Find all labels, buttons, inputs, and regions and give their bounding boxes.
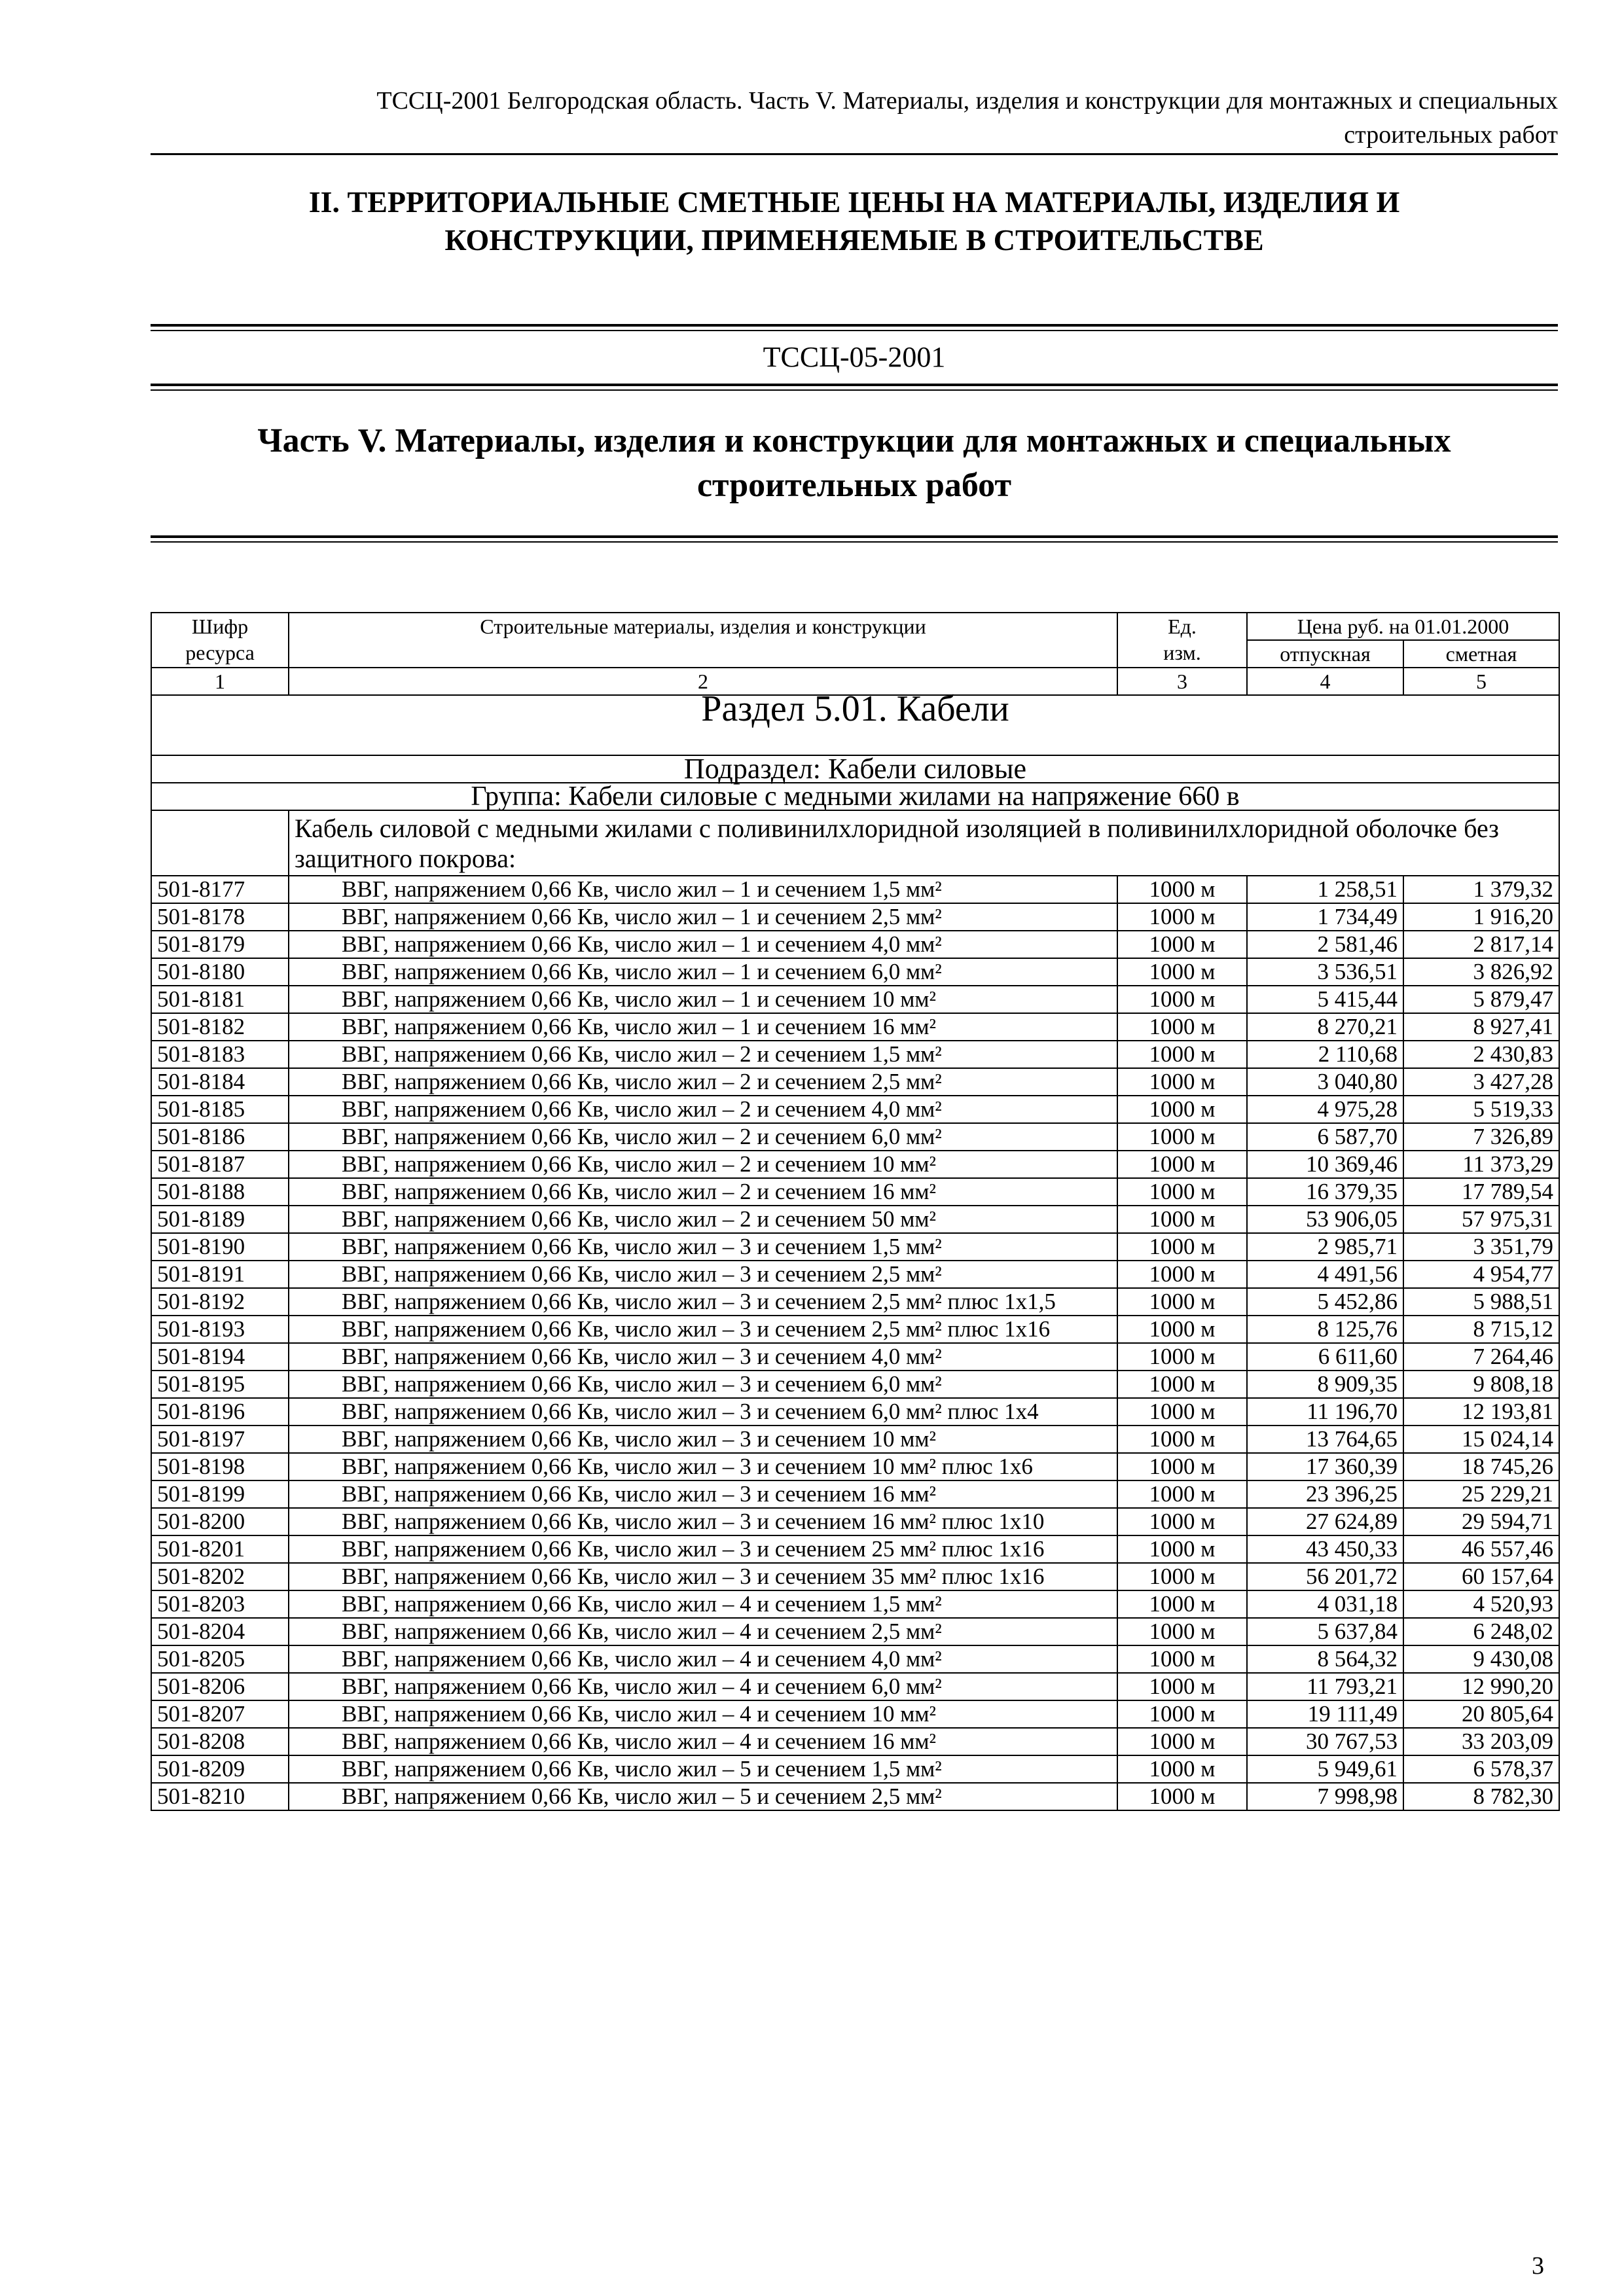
row-code: 501-8201 bbox=[151, 1535, 289, 1563]
row-code: 501-8206 bbox=[151, 1673, 289, 1700]
doc-code-block bbox=[151, 324, 1558, 391]
table-header-row bbox=[151, 613, 1559, 640]
row-code: 501-8187 bbox=[151, 1151, 289, 1178]
table-row bbox=[151, 1151, 1559, 1178]
row-price-estimate: 29 594,71 bbox=[1403, 1508, 1559, 1535]
row-name bbox=[289, 1371, 1117, 1398]
row-code: 501-8202 bbox=[151, 1563, 289, 1590]
row-name-text: ВВГ, напряжением 0,66 Кв, число жил – 1 и сечением 1,5 мм² bbox=[342, 876, 942, 902]
row-name-text: ВВГ, напряжением 0,66 Кв, число жил – 2 и сечением 10 мм² bbox=[342, 1151, 937, 1177]
price-table bbox=[151, 612, 1560, 1811]
row-code: 501-8204 bbox=[151, 1618, 289, 1645]
row-unit: 1000 м bbox=[1117, 876, 1247, 903]
row-name bbox=[289, 1480, 1117, 1508]
row-code: 501-8189 bbox=[151, 1206, 289, 1233]
row-name bbox=[289, 1728, 1117, 1755]
column-number: 4 bbox=[1247, 668, 1403, 695]
row-price-release: 27 624,89 bbox=[1247, 1508, 1403, 1535]
row-code: 501-8196 bbox=[151, 1398, 289, 1426]
table-row bbox=[151, 1371, 1559, 1398]
row-price-release: 4 491,56 bbox=[1247, 1261, 1403, 1288]
row-unit: 1000 м bbox=[1117, 1673, 1247, 1700]
table-row bbox=[151, 1343, 1559, 1371]
table-row bbox=[151, 1041, 1559, 1068]
row-price-release: 2 581,46 bbox=[1247, 931, 1403, 958]
row-unit: 1000 м bbox=[1117, 1261, 1247, 1288]
intro-description: Кабель силовой с медными жилами с поливинилхлоридной изоляцией в поливинилхлоридной оболочке без защитного покрова: bbox=[289, 810, 1559, 876]
table-row bbox=[151, 1728, 1559, 1755]
row-price-release: 8 270,21 bbox=[1247, 1013, 1403, 1041]
row-code: 501-8183 bbox=[151, 1041, 289, 1068]
row-price-release: 16 379,35 bbox=[1247, 1178, 1403, 1206]
row-unit: 1000 м bbox=[1117, 958, 1247, 986]
row-name bbox=[289, 1398, 1117, 1426]
row-name-text: ВВГ, напряжением 0,66 Кв, число жил – 3 и сечением 35 мм² плюс 1x16 bbox=[342, 1564, 1045, 1589]
table-row bbox=[151, 876, 1559, 903]
row-unit: 1000 м bbox=[1117, 1013, 1247, 1041]
row-price-release: 43 450,33 bbox=[1247, 1535, 1403, 1563]
row-name bbox=[289, 1618, 1117, 1645]
row-price-estimate: 3 826,92 bbox=[1403, 958, 1559, 986]
row-price-estimate: 9 808,18 bbox=[1403, 1371, 1559, 1398]
row-unit: 1000 м bbox=[1117, 1535, 1247, 1563]
row-name bbox=[289, 1783, 1117, 1810]
row-unit: 1000 м bbox=[1117, 1618, 1247, 1645]
table-row bbox=[151, 1755, 1559, 1783]
row-name-text: ВВГ, напряжением 0,66 Кв, число жил – 4 и сечением 6,0 мм² bbox=[342, 1674, 942, 1699]
part-title bbox=[151, 419, 1558, 508]
doc-code: ТССЦ-05-2001 bbox=[763, 341, 946, 373]
part-title-line1: Часть V. Материалы, изделия и конструкции для монтажных и специальных bbox=[257, 422, 1451, 459]
row-price-estimate: 18 745,26 bbox=[1403, 1453, 1559, 1480]
row-price-estimate: 6 578,37 bbox=[1403, 1755, 1559, 1783]
row-name-text: ВВГ, напряжением 0,66 Кв, число жил – 3 и сечением 10 мм² bbox=[342, 1426, 937, 1452]
row-name bbox=[289, 1151, 1117, 1178]
row-price-estimate: 6 248,02 bbox=[1403, 1618, 1559, 1645]
row-price-release: 11 196,70 bbox=[1247, 1398, 1403, 1426]
table-row bbox=[151, 1453, 1559, 1480]
row-unit: 1000 м bbox=[1117, 1068, 1247, 1096]
table-row bbox=[151, 1013, 1559, 1041]
row-name-text: ВВГ, напряжением 0,66 Кв, число жил – 1 и сечением 6,0 мм² bbox=[342, 959, 942, 984]
row-unit: 1000 м bbox=[1117, 1783, 1247, 1810]
row-name-text: ВВГ, напряжением 0,66 Кв, число жил – 1 и сечением 2,5 мм² bbox=[342, 904, 942, 929]
row-unit: 1000 м bbox=[1117, 1426, 1247, 1453]
table-row bbox=[151, 1068, 1559, 1096]
row-price-release: 17 360,39 bbox=[1247, 1453, 1403, 1480]
row-code: 501-8188 bbox=[151, 1178, 289, 1206]
page-number: 3 bbox=[1532, 2252, 1544, 2280]
row-unit: 1000 м bbox=[1117, 1755, 1247, 1783]
table-row bbox=[151, 1178, 1559, 1206]
row-unit: 1000 м bbox=[1117, 1316, 1247, 1343]
row-name-text: ВВГ, напряжением 0,66 Кв, число жил – 2 и сечением 6,0 мм² bbox=[342, 1124, 942, 1149]
row-code: 501-8186 bbox=[151, 1123, 289, 1151]
row-name bbox=[289, 1700, 1117, 1728]
row-price-release: 6 587,70 bbox=[1247, 1123, 1403, 1151]
table-row bbox=[151, 1563, 1559, 1590]
row-unit: 1000 м bbox=[1117, 1343, 1247, 1371]
row-price-release: 4 975,28 bbox=[1247, 1096, 1403, 1123]
row-name bbox=[289, 1233, 1117, 1261]
row-price-release: 19 111,49 bbox=[1247, 1700, 1403, 1728]
row-name-text: ВВГ, напряжением 0,66 Кв, число жил – 1 и сечением 10 мм² bbox=[342, 986, 937, 1012]
row-unit: 1000 м bbox=[1117, 1371, 1247, 1398]
table-row bbox=[151, 1316, 1559, 1343]
table-row bbox=[151, 1426, 1559, 1453]
table-row bbox=[151, 1700, 1559, 1728]
row-name-text: ВВГ, напряжением 0,66 Кв, число жил – 3 и сечением 10 мм² плюс 1x6 bbox=[342, 1454, 1033, 1479]
row-name-text: ВВГ, напряжением 0,66 Кв, число жил – 3 и сечением 25 мм² плюс 1x16 bbox=[342, 1536, 1045, 1562]
row-name-text: ВВГ, напряжением 0,66 Кв, число жил – 3 и сечением 1,5 мм² bbox=[342, 1234, 942, 1259]
row-code: 501-8193 bbox=[151, 1316, 289, 1343]
header-code-line1: Шифр bbox=[191, 615, 249, 638]
row-code: 501-8210 bbox=[151, 1783, 289, 1810]
row-name bbox=[289, 1508, 1117, 1535]
row-name bbox=[289, 958, 1117, 986]
row-price-release: 1 258,51 bbox=[1247, 876, 1403, 903]
table-row bbox=[151, 1288, 1559, 1316]
row-unit: 1000 м bbox=[1117, 903, 1247, 931]
row-name-text: ВВГ, напряжением 0,66 Кв, число жил – 1 и сечением 4,0 мм² bbox=[342, 931, 942, 957]
row-name bbox=[289, 1453, 1117, 1480]
row-code: 501-8190 bbox=[151, 1233, 289, 1261]
row-price-release: 7 998,98 bbox=[1247, 1783, 1403, 1810]
column-number: 1 bbox=[151, 668, 289, 695]
row-name-text: ВВГ, напряжением 0,66 Кв, число жил – 3 и сечением 4,0 мм² bbox=[342, 1344, 942, 1369]
header-unit bbox=[1117, 613, 1247, 668]
row-name-text: ВВГ, напряжением 0,66 Кв, число жил – 2 и сечением 2,5 мм² bbox=[342, 1069, 942, 1094]
row-unit: 1000 м bbox=[1117, 1041, 1247, 1068]
row-name bbox=[289, 1041, 1117, 1068]
row-name-text: ВВГ, напряжением 0,66 Кв, число жил – 4 и сечением 2,5 мм² bbox=[342, 1619, 942, 1644]
row-name-text: ВВГ, напряжением 0,66 Кв, число жил – 2 и сечением 16 мм² bbox=[342, 1179, 937, 1204]
row-unit: 1000 м bbox=[1117, 1700, 1247, 1728]
row-name bbox=[289, 876, 1117, 903]
row-name-text: ВВГ, напряжением 0,66 Кв, число жил – 4 и сечением 16 мм² bbox=[342, 1729, 937, 1754]
row-unit: 1000 м bbox=[1117, 1123, 1247, 1151]
row-price-release: 4 031,18 bbox=[1247, 1590, 1403, 1618]
row-name-text: ВВГ, напряжением 0,66 Кв, число жил – 1 и сечением 16 мм² bbox=[342, 1014, 937, 1039]
row-code: 501-8184 bbox=[151, 1068, 289, 1096]
row-unit: 1000 м bbox=[1117, 1178, 1247, 1206]
row-name-text: ВВГ, напряжением 0,66 Кв, число жил – 5 и сечением 2,5 мм² bbox=[342, 1784, 942, 1809]
row-name bbox=[289, 1535, 1117, 1563]
row-name bbox=[289, 1590, 1117, 1618]
row-price-estimate: 7 326,89 bbox=[1403, 1123, 1559, 1151]
row-name bbox=[289, 1123, 1117, 1151]
row-price-release: 8 125,76 bbox=[1247, 1316, 1403, 1343]
row-name bbox=[289, 1206, 1117, 1233]
running-header-line2: строительных работ bbox=[1344, 121, 1558, 149]
row-name-text: ВВГ, напряжением 0,66 Кв, число жил – 2 и сечением 1,5 мм² bbox=[342, 1041, 942, 1067]
table-row bbox=[151, 1398, 1559, 1426]
row-price-release: 8 564,32 bbox=[1247, 1645, 1403, 1673]
section-title-line2: КОНСТРУКЦИИ, ПРИМЕНЯЕМЫЕ В СТРОИТЕЛЬСТВЕ bbox=[444, 223, 1264, 257]
row-name-text: ВВГ, напряжением 0,66 Кв, число жил – 4 и сечением 1,5 мм² bbox=[342, 1591, 942, 1617]
header-unit-line2: изм. bbox=[1163, 641, 1201, 664]
table-row bbox=[151, 931, 1559, 958]
table-row bbox=[151, 958, 1559, 986]
row-price-estimate: 5 879,47 bbox=[1403, 986, 1559, 1013]
row-price-release: 5 637,84 bbox=[1247, 1618, 1403, 1645]
row-code: 501-8197 bbox=[151, 1426, 289, 1453]
section-title bbox=[151, 183, 1558, 259]
row-unit: 1000 м bbox=[1117, 1453, 1247, 1480]
column-number: 2 bbox=[289, 668, 1117, 695]
part-double-rule bbox=[151, 535, 1558, 543]
row-name-text: ВВГ, напряжением 0,66 Кв, число жил – 3 и сечением 16 мм² плюс 1x10 bbox=[342, 1509, 1045, 1534]
row-price-estimate: 60 157,64 bbox=[1403, 1563, 1559, 1590]
row-unit: 1000 м bbox=[1117, 1151, 1247, 1178]
row-price-release: 53 906,05 bbox=[1247, 1206, 1403, 1233]
row-code: 501-8192 bbox=[151, 1288, 289, 1316]
table-row bbox=[151, 1261, 1559, 1288]
row-name-text: ВВГ, напряжением 0,66 Кв, число жил – 2 и сечением 4,0 мм² bbox=[342, 1096, 942, 1122]
row-name-text: ВВГ, напряжением 0,66 Кв, число жил – 3 и сечением 2,5 мм² плюс 1x16 bbox=[342, 1316, 1051, 1342]
row-price-estimate: 1 379,32 bbox=[1403, 876, 1559, 903]
row-name-text: ВВГ, напряжением 0,66 Кв, число жил – 3 и сечением 16 мм² bbox=[342, 1481, 937, 1507]
table-row bbox=[151, 1783, 1559, 1810]
row-unit: 1000 м bbox=[1117, 1233, 1247, 1261]
row-code: 501-8195 bbox=[151, 1371, 289, 1398]
row-name bbox=[289, 1673, 1117, 1700]
row-price-estimate: 3 351,79 bbox=[1403, 1233, 1559, 1261]
header-price-group: Цена руб. на 01.01.2000 bbox=[1247, 613, 1559, 640]
row-name bbox=[289, 986, 1117, 1013]
row-unit: 1000 м bbox=[1117, 1398, 1247, 1426]
row-name-text: ВВГ, напряжением 0,66 Кв, число жил – 4 и сечением 4,0 мм² bbox=[342, 1646, 942, 1672]
row-price-estimate: 2 430,83 bbox=[1403, 1041, 1559, 1068]
row-price-estimate: 7 264,46 bbox=[1403, 1343, 1559, 1371]
row-name bbox=[289, 1288, 1117, 1316]
group-heading: Группа: Кабели силовые с медными жилами на напряжение 660 в bbox=[151, 783, 1559, 810]
row-name bbox=[289, 1096, 1117, 1123]
subsection-row bbox=[151, 755, 1559, 783]
row-code: 501-8180 bbox=[151, 958, 289, 986]
row-name bbox=[289, 1068, 1117, 1096]
row-price-release: 13 764,65 bbox=[1247, 1426, 1403, 1453]
row-price-estimate: 9 430,08 bbox=[1403, 1645, 1559, 1673]
row-name-text: ВВГ, напряжением 0,66 Кв, число жил – 2 и сечением 50 мм² bbox=[342, 1206, 937, 1232]
subsection-heading: Подраздел: Кабели силовые bbox=[151, 755, 1559, 783]
row-name-text: ВВГ, напряжением 0,66 Кв, число жил – 3 и сечением 2,5 мм² плюс 1x1,5 bbox=[342, 1289, 1056, 1314]
row-name-text: ВВГ, напряжением 0,66 Кв, число жил – 3 и сечением 6,0 мм² плюс 1x4 bbox=[342, 1399, 1039, 1424]
row-code: 501-8194 bbox=[151, 1343, 289, 1371]
section-heading: Раздел 5.01. Кабели bbox=[151, 695, 1559, 755]
row-price-estimate: 33 203,09 bbox=[1403, 1728, 1559, 1755]
row-unit: 1000 м bbox=[1117, 1480, 1247, 1508]
row-price-release: 5 415,44 bbox=[1247, 986, 1403, 1013]
row-name bbox=[289, 903, 1117, 931]
row-code: 501-8207 bbox=[151, 1700, 289, 1728]
row-price-estimate: 46 557,46 bbox=[1403, 1535, 1559, 1563]
table-row bbox=[151, 986, 1559, 1013]
row-price-release: 3 040,80 bbox=[1247, 1068, 1403, 1096]
row-name-text: ВВГ, напряжением 0,66 Кв, число жил – 5 и сечением 1,5 мм² bbox=[342, 1756, 942, 1782]
table-row bbox=[151, 1508, 1559, 1535]
header-unit-line1: Ед. bbox=[1168, 615, 1197, 638]
row-name-text: ВВГ, напряжением 0,66 Кв, число жил – 3 и сечением 6,0 мм² bbox=[342, 1371, 942, 1397]
table-row bbox=[151, 1206, 1559, 1233]
row-name-text: ВВГ, напряжением 0,66 Кв, число жил – 3 и сечением 2,5 мм² bbox=[342, 1261, 942, 1287]
table-row bbox=[151, 1673, 1559, 1700]
row-code: 501-8209 bbox=[151, 1755, 289, 1783]
section-row bbox=[151, 695, 1559, 755]
intro-row bbox=[151, 810, 1559, 876]
row-price-release: 2 985,71 bbox=[1247, 1233, 1403, 1261]
double-rule-top bbox=[151, 324, 1558, 331]
row-code: 501-8181 bbox=[151, 986, 289, 1013]
row-name bbox=[289, 1426, 1117, 1453]
row-price-estimate: 3 427,28 bbox=[1403, 1068, 1559, 1096]
row-name bbox=[289, 1178, 1117, 1206]
row-price-estimate: 5 988,51 bbox=[1403, 1288, 1559, 1316]
row-unit: 1000 м bbox=[1117, 931, 1247, 958]
part-title-line2: строительных работ bbox=[696, 467, 1012, 504]
row-name bbox=[289, 1563, 1117, 1590]
row-price-release: 56 201,72 bbox=[1247, 1563, 1403, 1590]
row-unit: 1000 м bbox=[1117, 1508, 1247, 1535]
row-code: 501-8199 bbox=[151, 1480, 289, 1508]
row-code: 501-8200 bbox=[151, 1508, 289, 1535]
row-name bbox=[289, 1261, 1117, 1288]
row-name-text: ВВГ, напряжением 0,66 Кв, число жил – 4 и сечением 10 мм² bbox=[342, 1701, 937, 1727]
table-row bbox=[151, 1096, 1559, 1123]
header-code bbox=[151, 613, 289, 668]
table-row bbox=[151, 1123, 1559, 1151]
row-price-estimate: 5 519,33 bbox=[1403, 1096, 1559, 1123]
row-code: 501-8179 bbox=[151, 931, 289, 958]
row-unit: 1000 м bbox=[1117, 986, 1247, 1013]
row-unit: 1000 м bbox=[1117, 1645, 1247, 1673]
row-price-release: 8 909,35 bbox=[1247, 1371, 1403, 1398]
row-price-release: 10 369,46 bbox=[1247, 1151, 1403, 1178]
row-price-estimate: 2 817,14 bbox=[1403, 931, 1559, 958]
row-price-estimate: 12 193,81 bbox=[1403, 1398, 1559, 1426]
row-code: 501-8191 bbox=[151, 1261, 289, 1288]
table-row bbox=[151, 1590, 1559, 1618]
row-price-estimate: 12 990,20 bbox=[1403, 1673, 1559, 1700]
row-price-estimate: 8 927,41 bbox=[1403, 1013, 1559, 1041]
row-unit: 1000 м bbox=[1117, 1728, 1247, 1755]
row-name bbox=[289, 1316, 1117, 1343]
section-title-line1: II. ТЕРРИТОРИАЛЬНЫЕ СМЕТНЫЕ ЦЕНЫ НА МАТЕРИАЛЫ, ИЗДЕЛИЯ И bbox=[308, 185, 1400, 219]
row-price-estimate: 4 954,77 bbox=[1403, 1261, 1559, 1288]
row-price-release: 6 611,60 bbox=[1247, 1343, 1403, 1371]
row-unit: 1000 м bbox=[1117, 1206, 1247, 1233]
row-price-estimate: 4 520,93 bbox=[1403, 1590, 1559, 1618]
row-price-release: 3 536,51 bbox=[1247, 958, 1403, 986]
table-row bbox=[151, 1233, 1559, 1261]
row-name bbox=[289, 1645, 1117, 1673]
row-price-estimate: 25 229,21 bbox=[1403, 1480, 1559, 1508]
row-price-estimate: 11 373,29 bbox=[1403, 1151, 1559, 1178]
row-price-release: 30 767,53 bbox=[1247, 1728, 1403, 1755]
row-name bbox=[289, 1013, 1117, 1041]
row-price-release: 2 110,68 bbox=[1247, 1041, 1403, 1068]
column-number: 3 bbox=[1117, 668, 1247, 695]
row-price-estimate: 1 916,20 bbox=[1403, 903, 1559, 931]
table-row bbox=[151, 1535, 1559, 1563]
group-row bbox=[151, 783, 1559, 810]
row-code: 501-8177 bbox=[151, 876, 289, 903]
row-name bbox=[289, 931, 1117, 958]
row-code: 501-8182 bbox=[151, 1013, 289, 1041]
row-price-estimate: 20 805,64 bbox=[1403, 1700, 1559, 1728]
running-header bbox=[151, 84, 1558, 155]
row-name bbox=[289, 1343, 1117, 1371]
row-code: 501-8208 bbox=[151, 1728, 289, 1755]
row-price-estimate: 17 789,54 bbox=[1403, 1178, 1559, 1206]
row-code: 501-8198 bbox=[151, 1453, 289, 1480]
table-row bbox=[151, 903, 1559, 931]
row-price-release: 11 793,21 bbox=[1247, 1673, 1403, 1700]
row-code: 501-8203 bbox=[151, 1590, 289, 1618]
row-price-release: 5 949,61 bbox=[1247, 1755, 1403, 1783]
row-price-release: 23 396,25 bbox=[1247, 1480, 1403, 1508]
table-row bbox=[151, 1618, 1559, 1645]
row-price-estimate: 8 715,12 bbox=[1403, 1316, 1559, 1343]
column-number: 5 bbox=[1403, 668, 1559, 695]
table-row bbox=[151, 1480, 1559, 1508]
header-price-estimate: сметная bbox=[1403, 640, 1559, 668]
row-price-estimate: 57 975,31 bbox=[1403, 1206, 1559, 1233]
double-rule-bottom bbox=[151, 384, 1558, 391]
header-name: Строительные материалы, изделия и конструкции bbox=[289, 613, 1117, 668]
row-price-estimate: 15 024,14 bbox=[1403, 1426, 1559, 1453]
intro-code-cell bbox=[151, 810, 289, 876]
row-price-estimate: 8 782,30 bbox=[1403, 1783, 1559, 1810]
row-unit: 1000 м bbox=[1117, 1096, 1247, 1123]
table-row bbox=[151, 1645, 1559, 1673]
running-header-line1: ТССЦ-2001 Белгородская область. Часть V. Материалы, изделия и конструкции для монтажных и специальных bbox=[376, 87, 1558, 115]
row-unit: 1000 м bbox=[1117, 1288, 1247, 1316]
header-price-release: отпускная bbox=[1247, 640, 1403, 668]
row-code: 501-8178 bbox=[151, 903, 289, 931]
row-unit: 1000 м bbox=[1117, 1563, 1247, 1590]
row-unit: 1000 м bbox=[1117, 1590, 1247, 1618]
row-code: 501-8185 bbox=[151, 1096, 289, 1123]
row-name bbox=[289, 1755, 1117, 1783]
row-price-release: 1 734,49 bbox=[1247, 903, 1403, 931]
row-code: 501-8205 bbox=[151, 1645, 289, 1673]
row-price-release: 5 452,86 bbox=[1247, 1288, 1403, 1316]
header-code-line2: ресурса bbox=[185, 641, 255, 664]
